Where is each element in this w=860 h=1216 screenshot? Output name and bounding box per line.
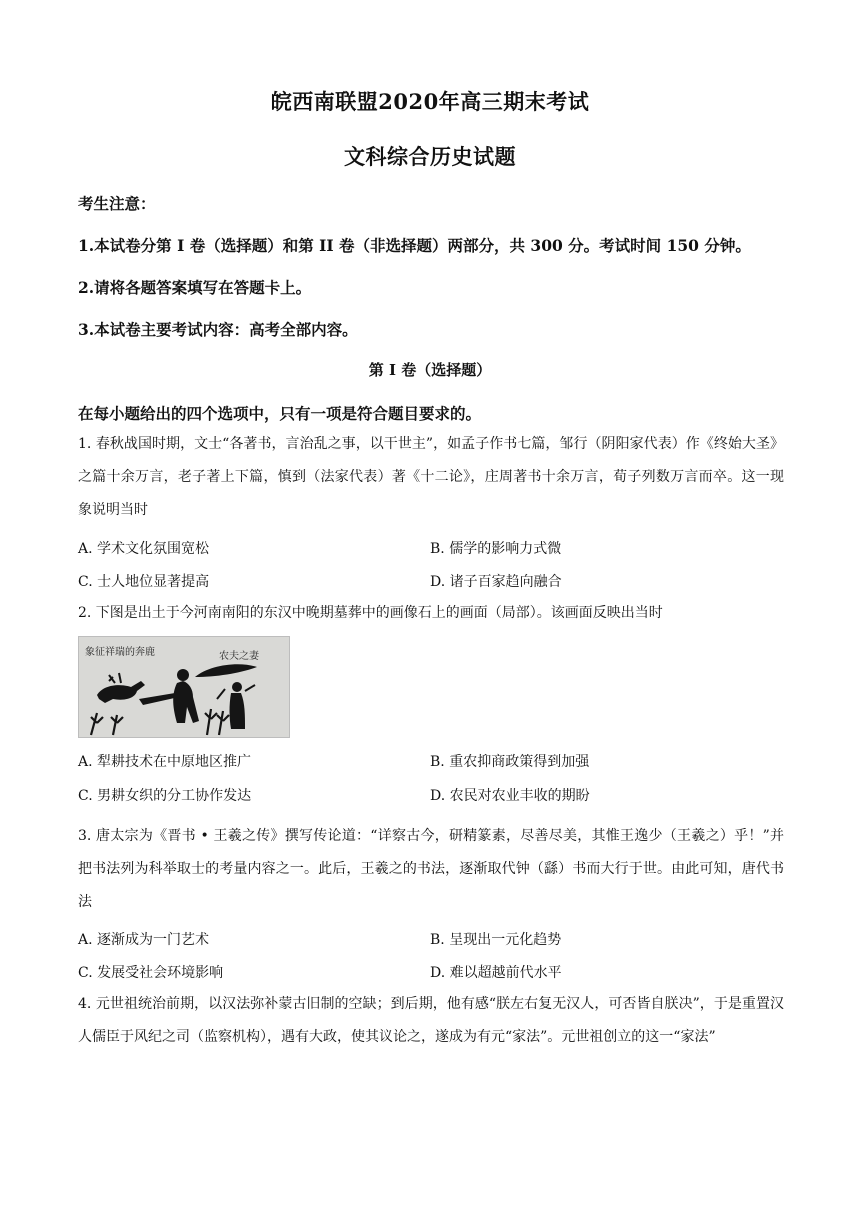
stone-relief-image xyxy=(78,636,290,738)
figure-label-wife: 农夫之妻 xyxy=(219,651,259,662)
question-1-option-a: A. 学术文化氛围宽松 xyxy=(78,541,210,557)
question-2-option-b: B. 重农抑商政策得到加强 xyxy=(430,754,590,770)
question-4-stem: 4. 元世祖统治前期，以汉法弥补蒙古旧制的空缺；到后期，他有感“朕左右复无汉人，可否皆自朕决”，于是重置汉人儒臣于风纪之司（监察机构），遇有大政，使其议论之，遂成为有元“家法”。元世祖创立的这一“家法” xyxy=(78,996,784,1045)
notice-item: 1.本试卷分第 I 卷（选择题）和第 II 卷（非选择题）两部分，共 300 分。考试时间 150 分钟。 xyxy=(78,236,751,255)
question-3-stem: 3. 唐太宗为《晋书 • 王羲之传》撰写传论道：“详察古今，研精篆素，尽善尽美，其惟王逸少（王羲之）乎！”并把书法列为科举取士的考量内容之一。此后，王羲之的书法，逐渐取代钟（繇）书而大行于世。由此可知，唐代书法 xyxy=(78,828,784,910)
section-instruction: 在每小题给出的四个选项中，只有一项是符合题目要求的。 xyxy=(78,404,482,423)
section-title: 第 I 卷（选择题） xyxy=(368,361,492,379)
question-2-option-a: A. 犁耕技术在中原地区推广 xyxy=(78,754,252,770)
question-3-option-b: B. 呈现出一元化趋势 xyxy=(430,932,562,948)
question-1-option-d: D. 诸子百家趋向融合 xyxy=(430,574,562,590)
notice-heading: 考生注意： xyxy=(78,194,156,213)
question-2-option-c: C. 男耕女织的分工协作发达 xyxy=(78,788,252,804)
question-3-option-d: D. 难以超越前代水平 xyxy=(430,965,562,981)
question-3-option-c: C. 发展受社会环境影响 xyxy=(78,965,224,981)
notice-item: 2.请将各题答案填写在答题卡上。 xyxy=(78,278,312,297)
page-subtitle: 文科综合历史试题 xyxy=(344,144,516,169)
notice-item: 3.本试卷主要考试内容：高考全部内容。 xyxy=(78,320,358,339)
question-2-option-d: D. 农民对农业丰收的期盼 xyxy=(430,788,590,804)
question-3-option-a: A. 逐渐成为一门艺术 xyxy=(78,932,210,948)
stone-relief-drawing xyxy=(79,637,290,738)
question-2-stem: 2. 下图是出土于今河南南阳的东汉中晚期墓葬中的画像石上的画面（局部）。该画面反映出当时 xyxy=(78,605,663,621)
page-title: 皖西南联盟2020年高三期末考试 xyxy=(270,89,590,114)
question-1-option-c: C. 士人地位显著提高 xyxy=(78,574,210,590)
figure-label-deer: 象征祥瑞的奔鹿 xyxy=(85,647,155,658)
question-1-stem: 1. 春秋战国时期，文士“各著书，言治乱之事，以干世主”，如孟子作书七篇，邹行（阴阳家代表）作《终始大圣》之篇十余万言，老子著上下篇，慎到（法家代表）著《十二论》，庄周著书十余万言，荀子列数万言而卒。这一现象说明当时 xyxy=(78,436,784,518)
question-1-option-b: B. 儒学的影响力式微 xyxy=(430,541,562,557)
